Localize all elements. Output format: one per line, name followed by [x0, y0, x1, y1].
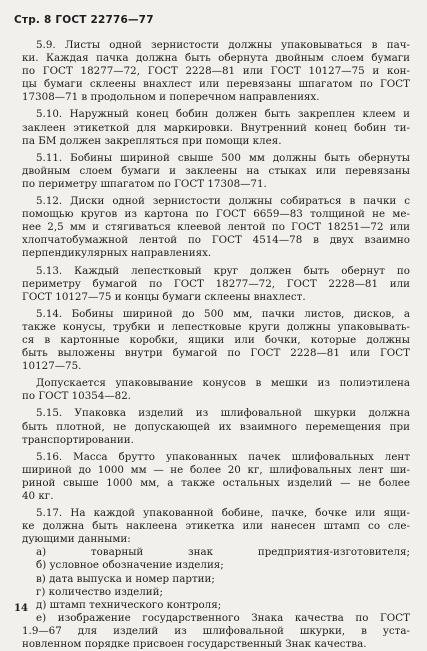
text-line: 5.9. Листы одной зернистости должны упаковываться в пач-: [36, 39, 410, 51]
paragraph: [22, 152, 410, 191]
paragraph: [22, 265, 410, 304]
page-number: 14: [14, 603, 28, 614]
text-line: заклеен этикеткой для маркировки. Внутренний конец бобин ти-: [22, 121, 410, 134]
text-line: шириной до 1000 мм — не более 20 кг, шлифовальных лент ши-: [22, 463, 410, 476]
text-line: 5.17. На каждой упакованной бобине, пачке, бочке или ящи-: [36, 507, 410, 520]
text-line: в) дата выпуска и номер партии;: [36, 572, 215, 585]
paragraph: [22, 195, 410, 260]
text-line: 5.16. Масса брутто упакованных пачек шлифовальных лент: [36, 450, 410, 463]
text-line: помощью кругов из картона по ГОСТ 6659—83 толщиной не ме-: [22, 208, 410, 221]
text-line: е) изображение государственного Знака качества по ГОСТ: [36, 611, 410, 624]
text-line: б) условное обозначение изделия;: [36, 559, 224, 572]
text-line: 5.14. Бобины шириной до 500 мм, пачки листов, дисков, а: [36, 307, 410, 320]
text-line: по периметру шпагатом по ГОСТ 17308—71.: [22, 177, 267, 190]
paragraph: [22, 39, 410, 104]
page-header: Стр. 8 ГОСТ 22776—77: [14, 14, 154, 26]
text-line: также конусы, трубки и лепестковые круги должны упаковывать-: [22, 320, 410, 333]
text-line: д) штамп технического контроля;: [36, 598, 222, 611]
text-line: транспортировании.: [22, 433, 134, 446]
text-line: быть плотной, не допускающей их взаимного перемещения при: [22, 420, 410, 433]
text-line: 5.15. Упаковка изделий из шлифовальной шкурки должна: [36, 407, 410, 420]
text-line: Допускается упаковывание конусов в мешки из полиэтилена: [36, 377, 410, 390]
text-line: по ГОСТ 10354—82.: [22, 390, 132, 403]
text-line: 40 кг.: [22, 490, 54, 502]
text-line: 5.12. Диски одной зернистости должны собираться в пачки с: [36, 195, 410, 208]
paragraph: [22, 451, 410, 503]
text-line: цы бумаги склеены внахлест или перевязаны шпагатом по ГОСТ: [22, 78, 410, 91]
text-line: ся в картонные коробки, ящики или бочки, которые должны: [22, 333, 410, 346]
text-line: по ГОСТ 18277—72, ГОСТ 2228—81 или ГОСТ 10127—75 и кон-: [22, 65, 410, 78]
text-line: г) количество изделий;: [36, 585, 164, 598]
paragraph: [22, 308, 410, 373]
text-line: быть выложены внутри бумагой по ГОСТ 2228—81 или ГОСТ: [22, 347, 410, 360]
text-line: ке должна быть наклеена этикетка или нанесен штамп со сле-: [22, 520, 410, 533]
text-line: ГОСТ 10127—75 и концы бумаги склеены внахлест.: [22, 290, 306, 303]
text-line: ки. Каждая пачка должна быть обернута двойным слоем бумаги: [22, 52, 410, 65]
text-line: двойным слоем бумаги и заклеены на стыках или перевязаны: [22, 164, 410, 177]
text-line: 10127—75.: [22, 360, 82, 373]
paragraph: [22, 507, 410, 651]
paragraph: [22, 377, 410, 403]
text-line: дующими данными:: [22, 533, 131, 546]
text-line: нее 2,5 мм и стягиваться клеевой лентой по ГОСТ 18251—72 или: [22, 221, 410, 234]
text-line: па БМ должен закрепляться при помощи клея.: [22, 134, 282, 147]
paragraph: [22, 407, 410, 446]
body-text: [22, 39, 410, 651]
text-line: новленном порядке присвоен государственный Знак качества.: [22, 638, 367, 651]
text-line: 5.10. Наружный конец бобин должен быть закреплен клеем и: [36, 108, 410, 121]
text-line: 1.9—67 для изделий из шлифовальной шкурки, в уста-: [22, 624, 410, 637]
text-line: 17308—71 в продольном и поперечном направлениях.: [22, 91, 320, 104]
text-line: 5.13. Каждый лепестковый круг должен быть обернут по: [36, 264, 410, 277]
text-line: перпендикулярных направлениях.: [22, 247, 212, 260]
text-line: периметру бумагой по ГОСТ 18277—72, ГОСТ 2228—81 или: [22, 277, 410, 290]
text-line: а) товарный знак предприятия-изготовителя;: [36, 546, 410, 559]
text-line: хлопчатобумажной лентой по ГОСТ 4514—78 в двух взаимно: [22, 234, 410, 247]
paragraph: [22, 108, 410, 147]
text-line: 5.11. Бобины шириной свыше 500 мм должны быть обернуты: [36, 151, 410, 164]
text-line: риной свыше 1000 мм, а также остальных изделий — не более: [22, 476, 410, 489]
